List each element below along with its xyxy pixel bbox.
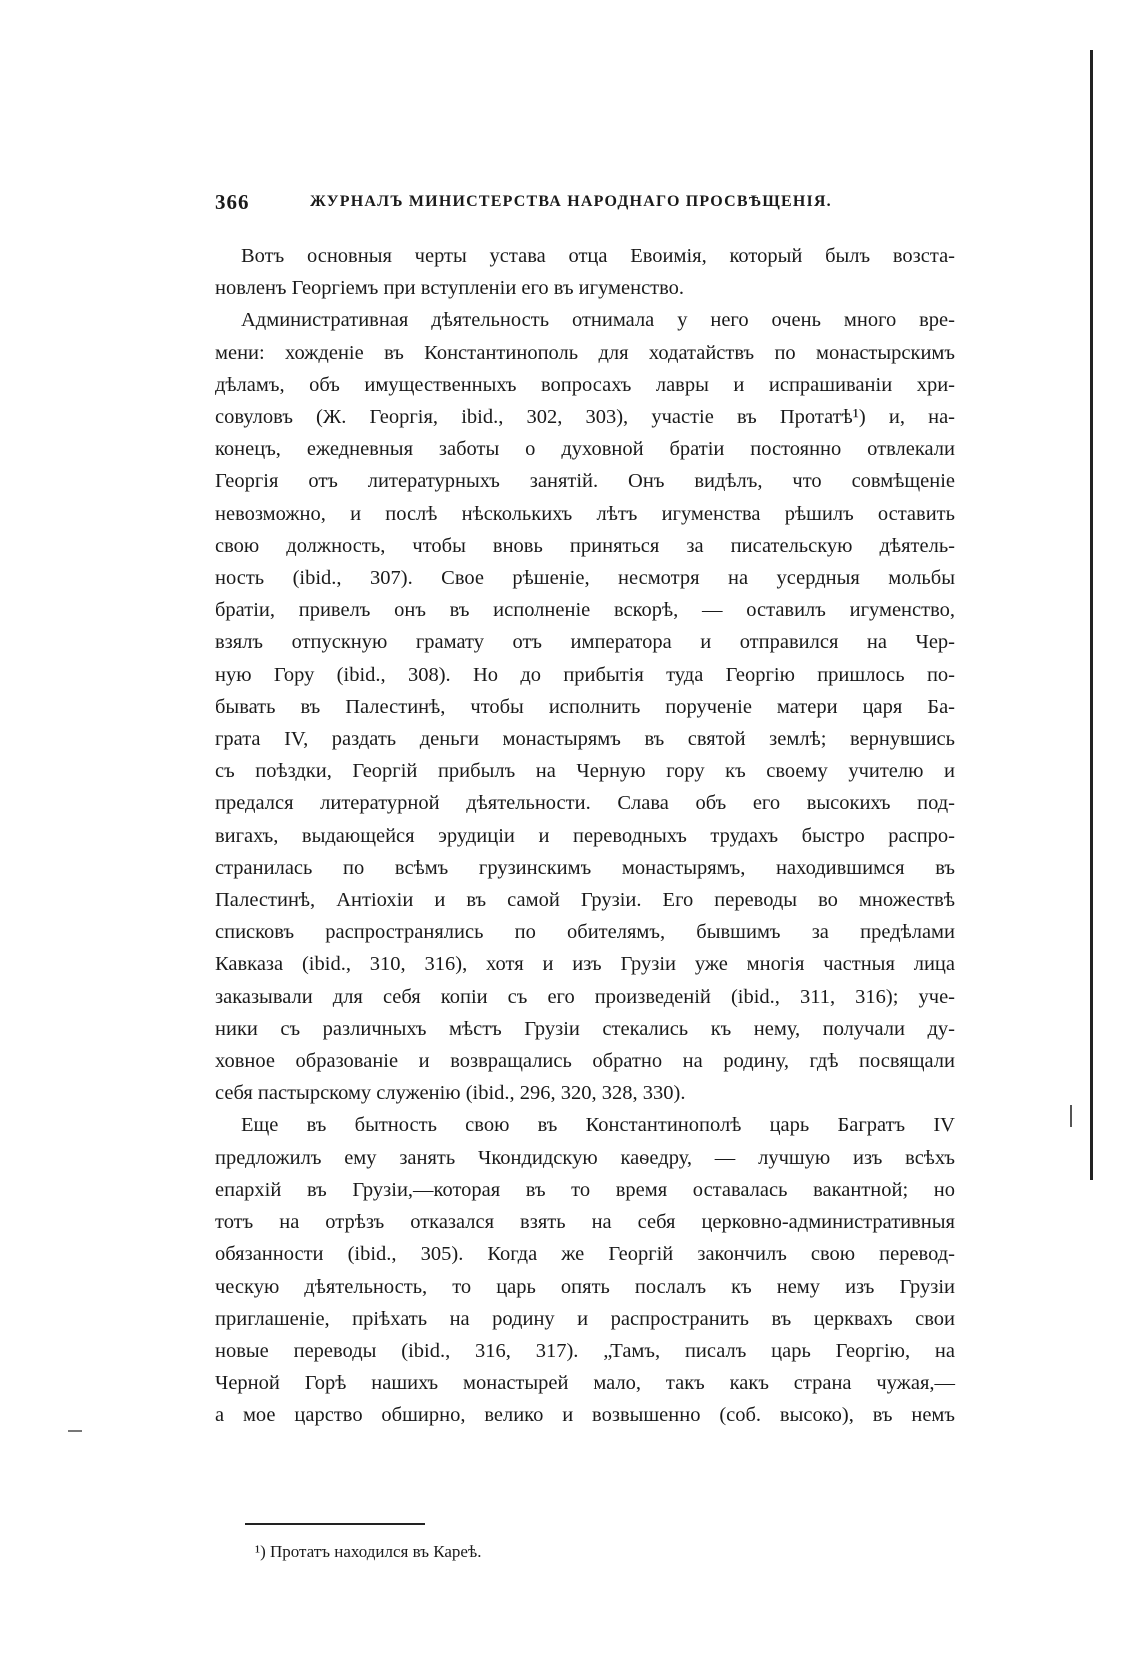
text-line: Административная дѣятельность отнимала у него очень много вре-: [241, 309, 955, 332]
text-line: братіи, привелъ онъ въ исполненіе вскорѣ, — оставилъ игуменство,: [215, 599, 955, 622]
page-number: 366: [215, 190, 250, 214]
text-line: приглашеніе, пріѣхать на родину и распространить въ церквахъ свои: [215, 1307, 955, 1330]
text-line: ность (ibid., 307). Свое рѣшеніе, несмотря на усердныя мольбы: [215, 567, 955, 590]
text-line: грата IV, раздать деньги монастырямъ въ святой землѣ; вернувшись: [215, 728, 955, 751]
text-line: Вотъ основныя черты устава отца Евоимія, который былъ возста-: [241, 245, 955, 267]
text-line: новленъ Георгіемъ при вступленіи его въ игуменство.: [215, 277, 685, 300]
text-line: списковъ распространялись по обителямъ, бывшимъ за предѣлами: [215, 921, 955, 944]
text-line: а мое царство обширно, велико и возвышенно (соб. высоко), въ немъ: [215, 1404, 955, 1427]
text-line: взялъ отпускную грамату отъ императора и отправился на Чер-: [215, 631, 955, 654]
text-line: Палестинѣ, Антіохіи и въ самой Грузіи. Его переводы во множествѣ: [215, 889, 955, 912]
text-line: Кавказа (ibid., 310, 316), хотя и изъ Грузіи уже многія частныя лица: [215, 953, 955, 976]
text-line: вигахъ, выдающейся эрудиціи и переводныхъ трудахъ быстро распро-: [215, 824, 955, 847]
text-line: ховное образованіе и возвращались обратно на родину, гдѣ посвящали: [215, 1050, 955, 1073]
text-line: предложилъ ему занять Чкондидскую каѳедру, — лучшую изъ всѣхъ: [215, 1146, 955, 1169]
footnote: ¹) Протатъ находился въ Кареѣ.: [255, 1542, 482, 1561]
text-line: свою должность, чтобы вновь приняться за писательскую дѣятель-: [215, 534, 955, 557]
text-line: мени: хожденіе въ Константинополь для ходатайствъ по монастырскимъ: [215, 341, 955, 364]
page-header: [215, 190, 955, 218]
text-line: обязанности (ibid., 305). Когда же Георгій закончилъ свою перевод-: [215, 1243, 955, 1266]
text-line: конецъ, ежедневныя заботы о духовной братіи постоянно отвлекали: [215, 438, 955, 461]
margin-mark: [1070, 1105, 1072, 1127]
text-line: Еще въ бытность свою въ Константинополѣ царь Багратъ IV: [241, 1114, 955, 1137]
running-title: ЖУРНАЛЪ МИНИСТЕРСТВА НАРОДНАГО ПРОСВѢЩЕНІЯ.: [310, 193, 832, 210]
text-line: тотъ на отрѣзъ отказался взять на себя церковно-административныя: [215, 1211, 955, 1234]
text-line: ную Гору (ibid., 308). Но до прибытія туда Георгію пришлось по-: [215, 663, 955, 686]
text-line: ники съ различныхъ мѣстъ Грузіи стекались къ нему, получали ду-: [215, 1017, 955, 1040]
text-line: заказывали для себя копіи съ его произведеній (ibid., 311, 316); уче-: [215, 985, 955, 1008]
footnote-divider: [245, 1523, 425, 1525]
scan-artifact: [68, 1430, 82, 1432]
text-line: дѣламъ, объ имущественныхъ вопросахъ лавры и испрашиваніи хри-: [215, 373, 955, 396]
text-line: Георгія отъ литературныхъ занятій. Онъ видѣлъ, что совмѣщеніе: [215, 470, 955, 493]
text-line: новые переводы (ibid., 316, 317). „Тамъ, писалъ царь Георгію, на: [215, 1339, 955, 1362]
text-line: бывать въ Палестинѣ, чтобы исполнить порученіе матери царя Ба-: [215, 695, 955, 718]
text-line: Черной Горѣ нашихъ монастырей мало, такъ какъ страна чужая,—: [215, 1372, 955, 1395]
text-line: себя пастырскому служенію (ibid., 296, 320, 328, 330).: [215, 1082, 686, 1105]
text-line: невозможно, и послѣ нѣсколькихъ лѣтъ игуменства рѣшилъ оставить: [215, 502, 955, 525]
text-line: епархій въ Грузіи,—которая въ то время оставалась вакантной; но: [215, 1178, 955, 1201]
text-line: совуловъ (Ж. Георгія, ibid., 302, 303), участіе въ Протатѣ¹) и, на-: [215, 406, 955, 429]
text-line: предался литературной дѣятельности. Слава объ его высокихъ под-: [215, 792, 955, 815]
body-text: [215, 240, 955, 1432]
text-line: странилась по всѣмъ грузинскимъ монастырямъ, находившимся въ: [215, 856, 955, 879]
text-line: съ поѣздки, Георгій прибылъ на Черную гору къ своему учителю и: [215, 760, 955, 783]
text-line: ческую дѣятельность, то царь опять послалъ къ нему изъ Грузіи: [215, 1275, 955, 1298]
page-binding-edge: [1090, 50, 1093, 1180]
